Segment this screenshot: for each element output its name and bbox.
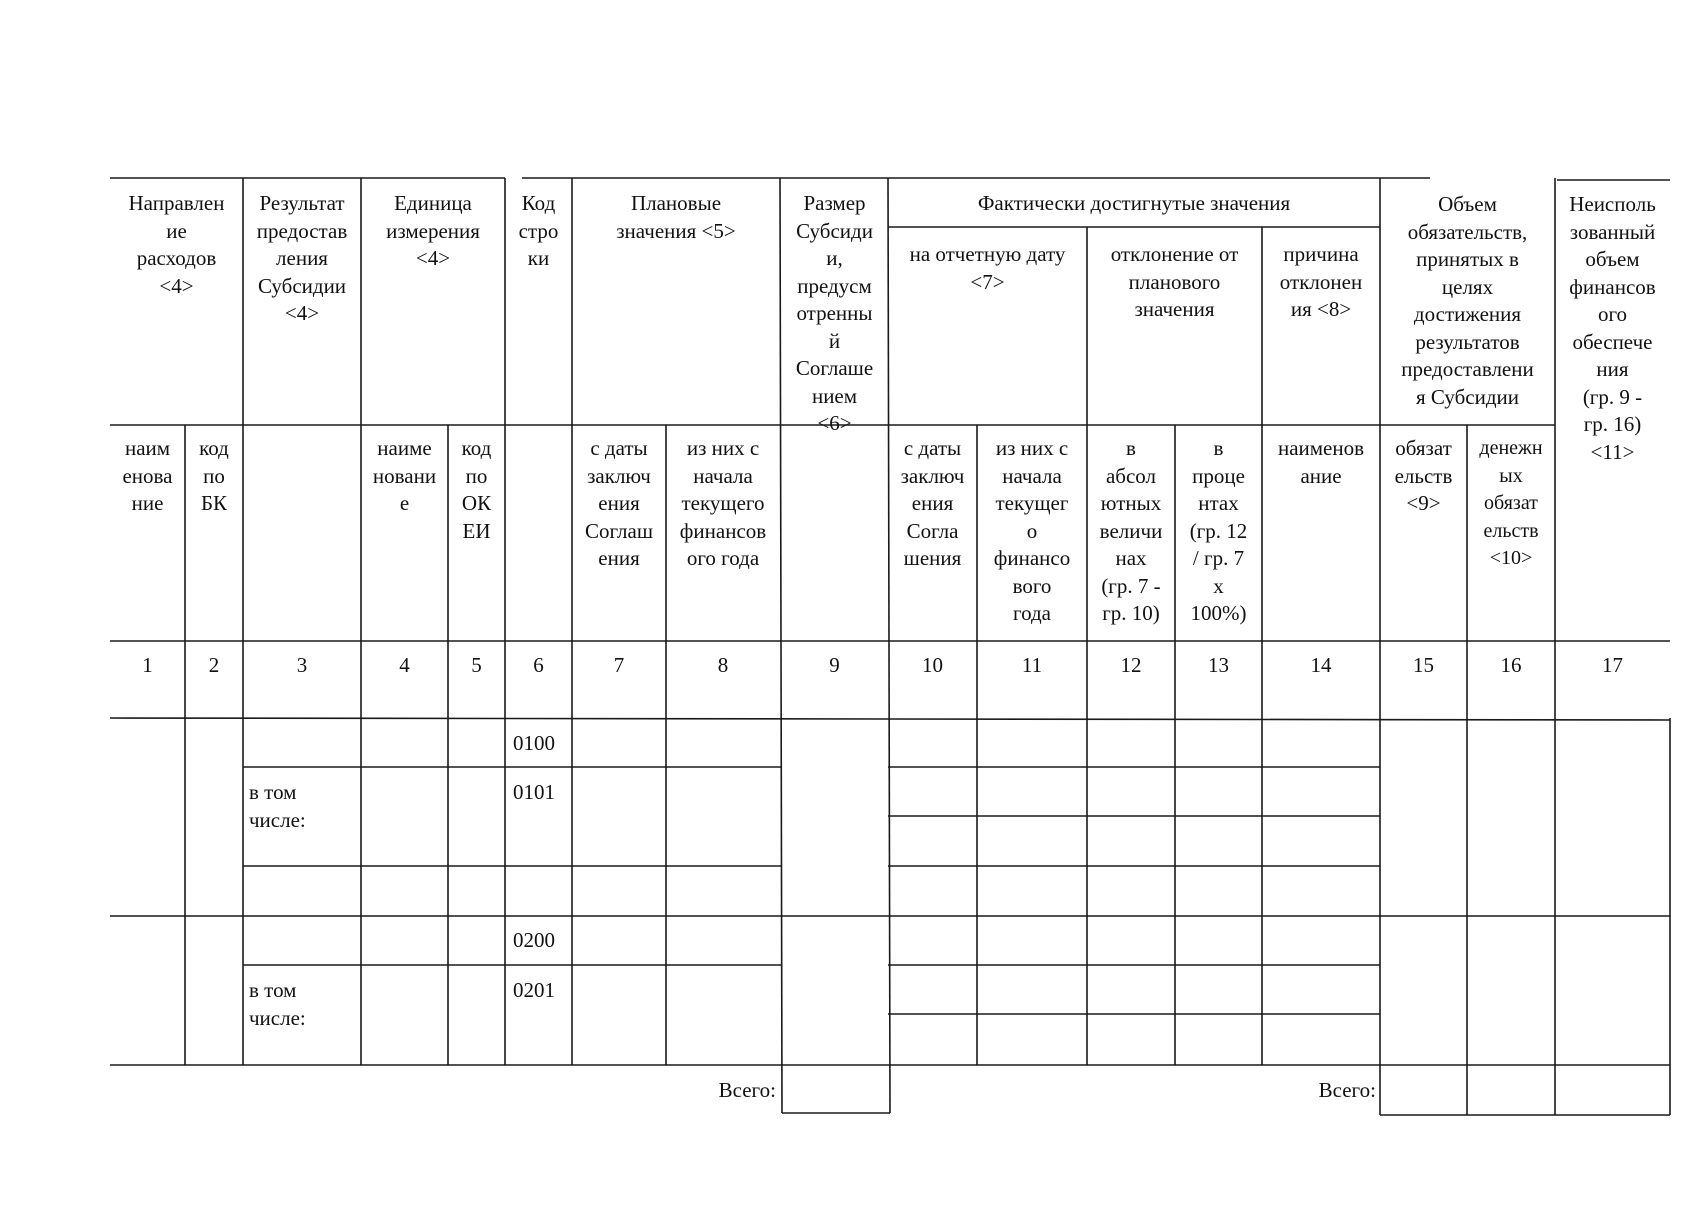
subheader-denezhnyh-obyazatelstv: денежн ых обязат ельств <10> — [1479, 437, 1543, 569]
subheader-naimenovanie-4: наиме новани е — [372, 436, 437, 515]
header-otklonenie: отклонение от планового значения — [1110, 242, 1239, 321]
subheader-v-absolyutnyh: в абсол ютных величи нах (гр. 7 - гр. 10) — [1099, 436, 1163, 625]
subheader-s-daty-7: с даты заключ ения Соглаш ения — [584, 436, 654, 570]
column-number: 14 — [1310, 653, 1332, 677]
header-neispolzovanny-obem: Неисполь зованный объем финансов ого обеспече ния (гр. 9 - гр. 16) <11> — [1569, 192, 1656, 464]
row-code-0200: 0200 — [513, 928, 555, 952]
header-fakticheski-dostignutye: Фактически достигнутые значения — [977, 191, 1291, 215]
header-rezultat-subsidii: Результат предостав ления Субсидии <4> — [256, 191, 348, 325]
column-number: 6 — [533, 653, 544, 677]
header-razmer-subsidii: Размер Субсиди и, предусм отренны й Соглаше нием <6> — [795, 191, 874, 435]
header-prichina-otkloneniya: причина отклонен ия <8> — [1279, 242, 1363, 321]
column-number: 15 — [1413, 653, 1434, 677]
subheader-iz-nih-8: из них с начала текущего финансов ого года — [679, 436, 767, 570]
row-v-tom-chisle: в том числе: — [249, 978, 306, 1030]
total-label-plan: Всего: — [718, 1078, 776, 1102]
column-number: 16 — [1500, 653, 1522, 677]
column-number: 17 — [1602, 653, 1623, 677]
column-number: 11 — [1021, 653, 1043, 677]
row-code-0201: 0201 — [513, 978, 555, 1002]
column-number: 13 — [1208, 653, 1229, 677]
subheader-naimenovanie-1: наим енова ние — [122, 436, 173, 515]
column-number: 2 — [208, 653, 220, 677]
row-code-0101: 0101 — [513, 780, 555, 804]
column-number: 7 — [613, 653, 625, 677]
column-number: 4 — [399, 653, 410, 677]
column-number: 8 — [717, 653, 729, 677]
column-number: 12 — [1120, 653, 1142, 677]
header-planovye-znacheniya: Плановые значения <5> — [616, 191, 736, 243]
subheader-obyazatelstv: обязат ельств <9> — [1394, 436, 1453, 515]
column-number: 5 — [471, 653, 482, 677]
subheader-v-procentah: в проце нтах (гр. 12 / гр. 7 х 100%) — [1189, 436, 1248, 625]
header-na-otchetnuyu-datu: на отчетную дату <7> — [909, 242, 1066, 294]
column-number: 10 — [922, 653, 943, 677]
header-kod-stroki: Код стро ки — [518, 191, 559, 270]
column-number: 1 — [142, 653, 153, 677]
column-number: 9 — [829, 653, 840, 677]
header-obem-obyazatelstv: Объем обязательств, принятых в целях достижения результатов предоставлени я Субсидии — [1401, 192, 1534, 409]
column-number: 3 — [296, 653, 308, 677]
subheader-s-daty-10: с даты заключ ения Согла шения — [900, 436, 965, 570]
header-edinica-izmereniya: Единица измерения <4> — [386, 191, 480, 270]
subheader-kod-po-bk: код по БК — [199, 436, 229, 515]
subheader-naimenovanie-14: наименов ание — [1277, 436, 1365, 488]
header-napravlenie-rashodov: Направлен ие расходов <4> — [128, 191, 225, 298]
row-code-0100: 0100 — [513, 731, 555, 755]
row-v-tom-chisle: в том числе: — [249, 780, 306, 832]
subheader-kod-po-okei: код по ОК ЕИ — [461, 436, 492, 543]
subheader-iz-nih-11: из них с начала текущег о финансо вого года — [993, 436, 1071, 625]
total-label-fact: Всего: — [1318, 1078, 1376, 1102]
